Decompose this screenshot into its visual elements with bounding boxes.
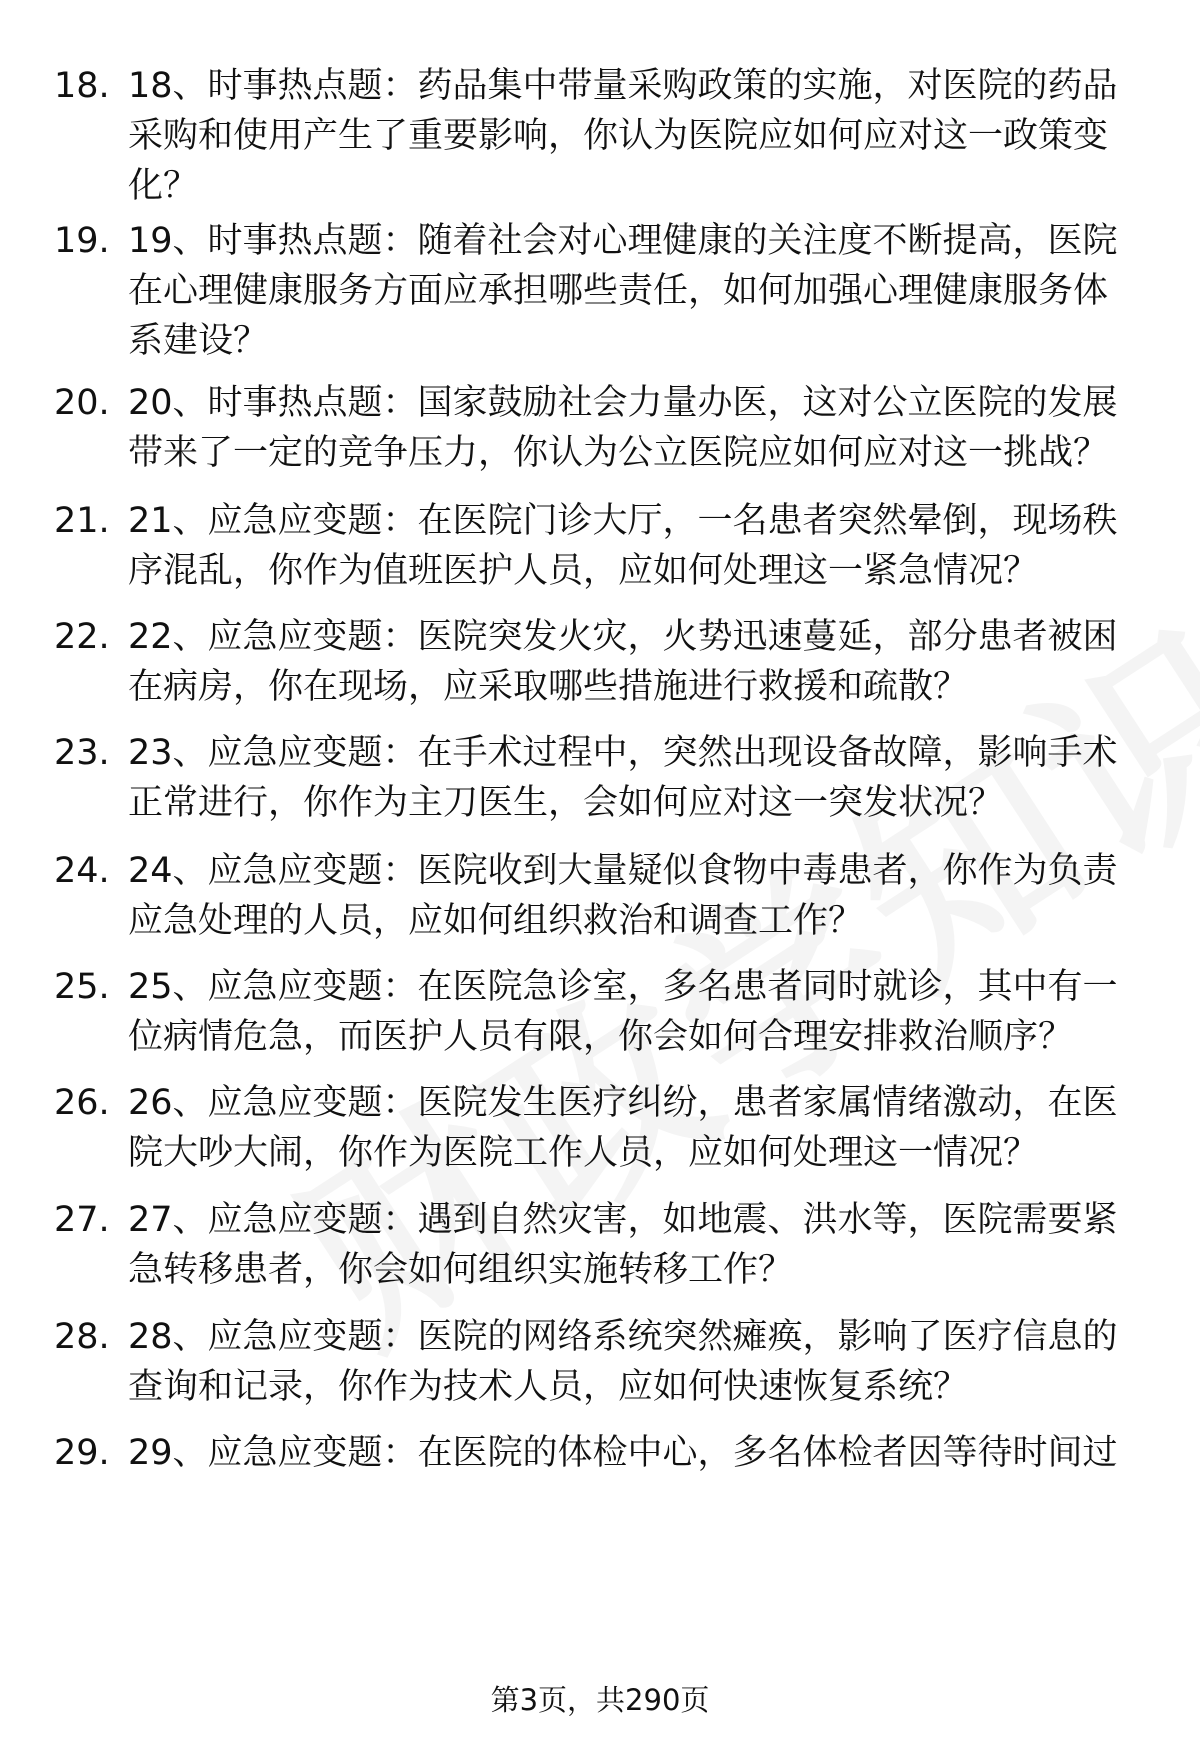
item-number: 24.	[54, 851, 110, 891]
item-number: 20.	[54, 383, 110, 423]
text-line: 24、应急应变题：医院收到大量疑似食物中毒患者，你作为负责	[128, 851, 1118, 891]
text-line: 26、应急应变题：医院发生医疗纠纷，患者家属情绪激动，在医	[128, 1083, 1118, 1123]
text-line: 在心理健康服务方面应承担哪些责任，如何加强心理健康服务体	[128, 271, 1109, 311]
text-line: 21、应急应变题：在医院门诊大厅，一名患者突然晕倒，现场秩	[128, 501, 1118, 541]
item-text	[128, 1428, 1148, 1478]
item-text	[128, 378, 1148, 478]
text-line: 位病情危急，而医护人员有限，你会如何合理安排救治顺序？	[128, 1017, 1074, 1057]
text-line: 急转移患者，你会如何组织实施转移工作？	[128, 1250, 794, 1290]
text-line: 在病房，你在现场，应采取哪些措施进行救援和疏散？	[128, 667, 969, 707]
item-text	[128, 1312, 1148, 1412]
item-text	[128, 728, 1148, 828]
text-line: 19、时事热点题：随着社会对心理健康的关注度不断提高，医院	[128, 221, 1118, 261]
item-number: 18.	[54, 66, 110, 106]
item-text	[128, 962, 1148, 1062]
text-line: 带来了一定的竞争压力，你认为公立医院应如何应对这一挑战？	[128, 433, 1109, 473]
text-line: 系建设？	[128, 321, 269, 361]
text-line: 18、时事热点题：药品集中带量采购政策的实施，对医院的药品	[128, 66, 1118, 106]
text-line: 27、应急应变题：遇到自然灾害，如地震、洪水等，医院需要紧	[128, 1200, 1118, 1240]
item-number: 21.	[54, 501, 110, 541]
item-number: 19.	[54, 221, 110, 261]
text-line: 20、时事热点题：国家鼓励社会力量办医，这对公立医院的发展	[128, 383, 1118, 423]
text-line: 院大吵大闹，你作为医院工作人员，应如何处理这一情况？	[128, 1133, 1039, 1173]
text-line: 29、应急应变题：在医院的体检中心，多名体检者因等待时间过	[128, 1433, 1118, 1473]
page-footer: 第3页，共290页	[490, 1683, 710, 1717]
item-number: 27.	[54, 1200, 110, 1240]
item-text	[128, 612, 1148, 712]
text-line: 查询和记录，你作为技术人员，应如何快速恢复系统？	[128, 1367, 969, 1407]
text-line: 采购和使用产生了重要影响，你认为医院应如何应对这一政策变	[128, 116, 1109, 156]
item-number: 22.	[54, 617, 110, 657]
item-number: 29.	[54, 1433, 110, 1473]
item-number: 26.	[54, 1083, 110, 1123]
item-text	[128, 1195, 1148, 1295]
item-text	[128, 61, 1148, 211]
text-line: 应急处理的人员，应如何组织救治和调查工作？	[128, 901, 864, 941]
item-number: 28.	[54, 1317, 110, 1357]
text-line: 正常进行，你作为主刀医生，会如何应对这一突发状况？	[128, 783, 1004, 823]
item-number: 25.	[54, 967, 110, 1007]
item-text	[128, 1078, 1148, 1178]
text-line: 序混乱，你作为值班医护人员，应如何处理这一紧急情况？	[128, 551, 1039, 591]
item-text	[128, 846, 1148, 946]
item-number: 23.	[54, 733, 110, 773]
item-text	[128, 496, 1148, 596]
text-line: 化？	[128, 166, 199, 206]
item-text	[128, 216, 1148, 366]
text-line: 25、应急应变题：在医院急诊室，多名患者同时就诊，其中有一	[128, 967, 1118, 1007]
text-line: 22、应急应变题：医院突发火灾，火势迅速蔓延，部分患者被困	[128, 617, 1118, 657]
text-line: 28、应急应变题：医院的网络系统突然瘫痪，影响了医疗信息的	[128, 1317, 1118, 1357]
text-line: 23、应急应变题：在手术过程中，突然出现设备故障，影响手术	[128, 733, 1118, 773]
